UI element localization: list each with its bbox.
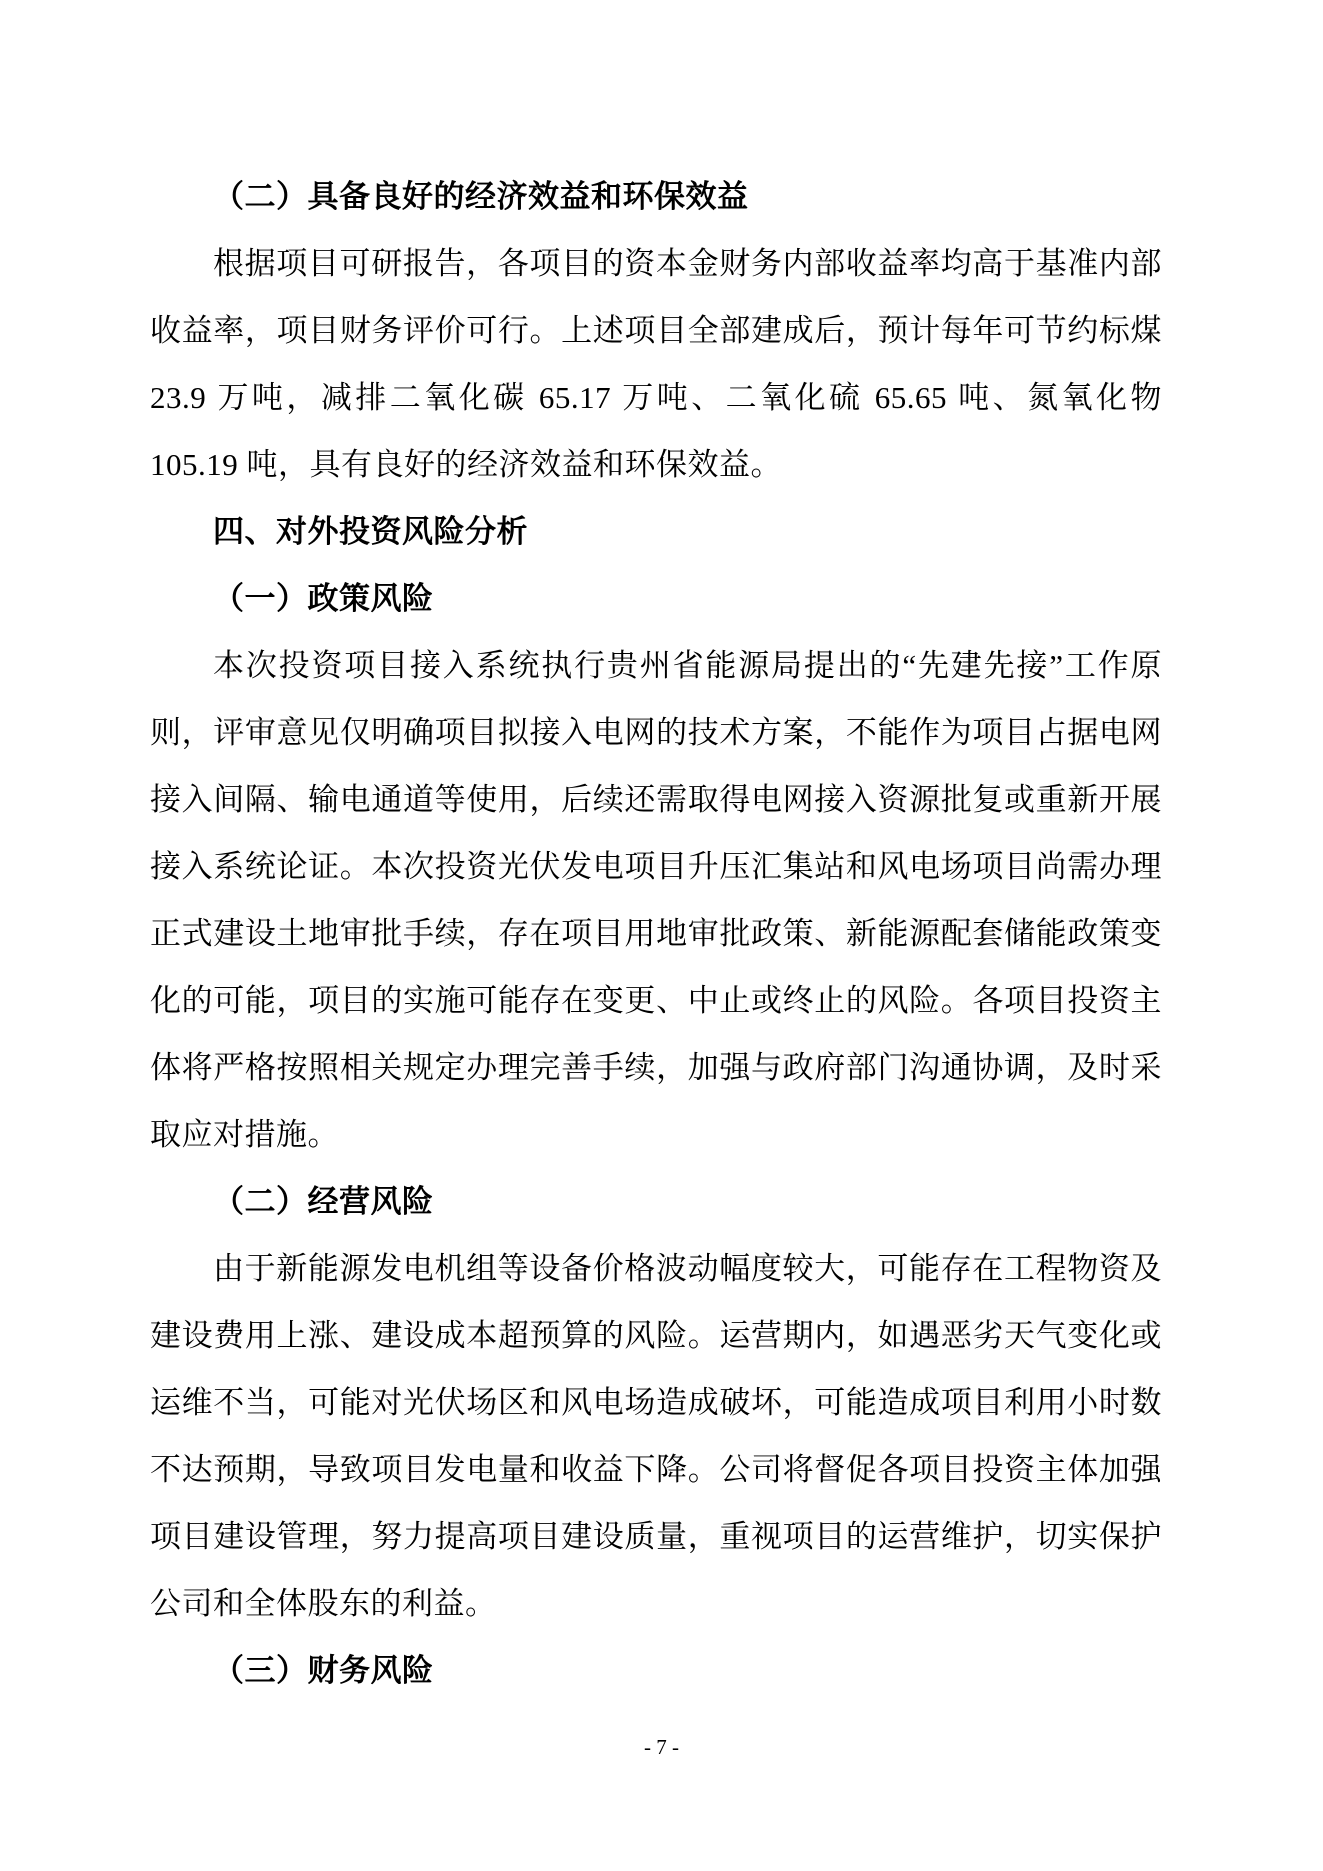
heading-investment-risk-analysis: 四、对外投资风险分析 <box>213 514 528 549</box>
heading-policy-risk: （一）政策风险 <box>213 581 434 616</box>
paragraph-policy-risk: 本次投资项目接入系统执行贵州省能源局提出的“先建先接”工作原则，评审意见仅明确项目拟接入电网的技术方案，不能作为项目占据电网接入间隔、输电通道等使用，后续还需取得电网接入资源批复或重新开展接入系统论证。本次投资光伏发电项目升压汇集站和风电场项目尚需办理正式建设土地审批手续，存在项目用地审批政策、新能源配套储能政策变化的可能，项目的实施可能存在变更、中止或终止的风险。各项目投资主体将严格按照相关规定办理完善手续，加强与政府部门沟通协调，及时采取应对措施。 <box>150 648 1162 1152</box>
page-number: - 7 - <box>644 1735 679 1759</box>
document-content <box>150 163 1162 1704</box>
heading-financial-risk: （三）财务风险 <box>213 1653 434 1688</box>
heading-operational-risk: （二）经营风险 <box>213 1184 434 1219</box>
paragraph-operational-risk: 由于新能源发电机组等设备价格波动幅度较大，可能存在工程物资及建设费用上涨、建设成本超预算的风险。运营期内，如遇恶劣天气变化或运维不当，可能对光伏场区和风电场造成破坏，可能造成项目利用小时数不达预期，导致项目发电量和收益下降。公司将督促各项目投资主体加强项目建设管理，努力提高项目建设质量，重视项目的运营维护，切实保护公司和全体股东的利益。 <box>150 1251 1162 1621</box>
paragraph-economic-environmental-benefits: 根据项目可研报告，各项目的资本金财务内部收益率均高于基准内部收益率，项目财务评价可行。上述项目全部建成后，预计每年可节约标煤 23.9 万吨，减排二氧化碳 65.17 万吨、二氧化硫 65.65 吨、氮氧化物 105.19 吨，具有良好的经济效益和环保效益。 <box>150 246 1162 482</box>
heading-economic-environmental-benefits: （二）具备良好的经济效益和环保效益 <box>213 179 749 214</box>
